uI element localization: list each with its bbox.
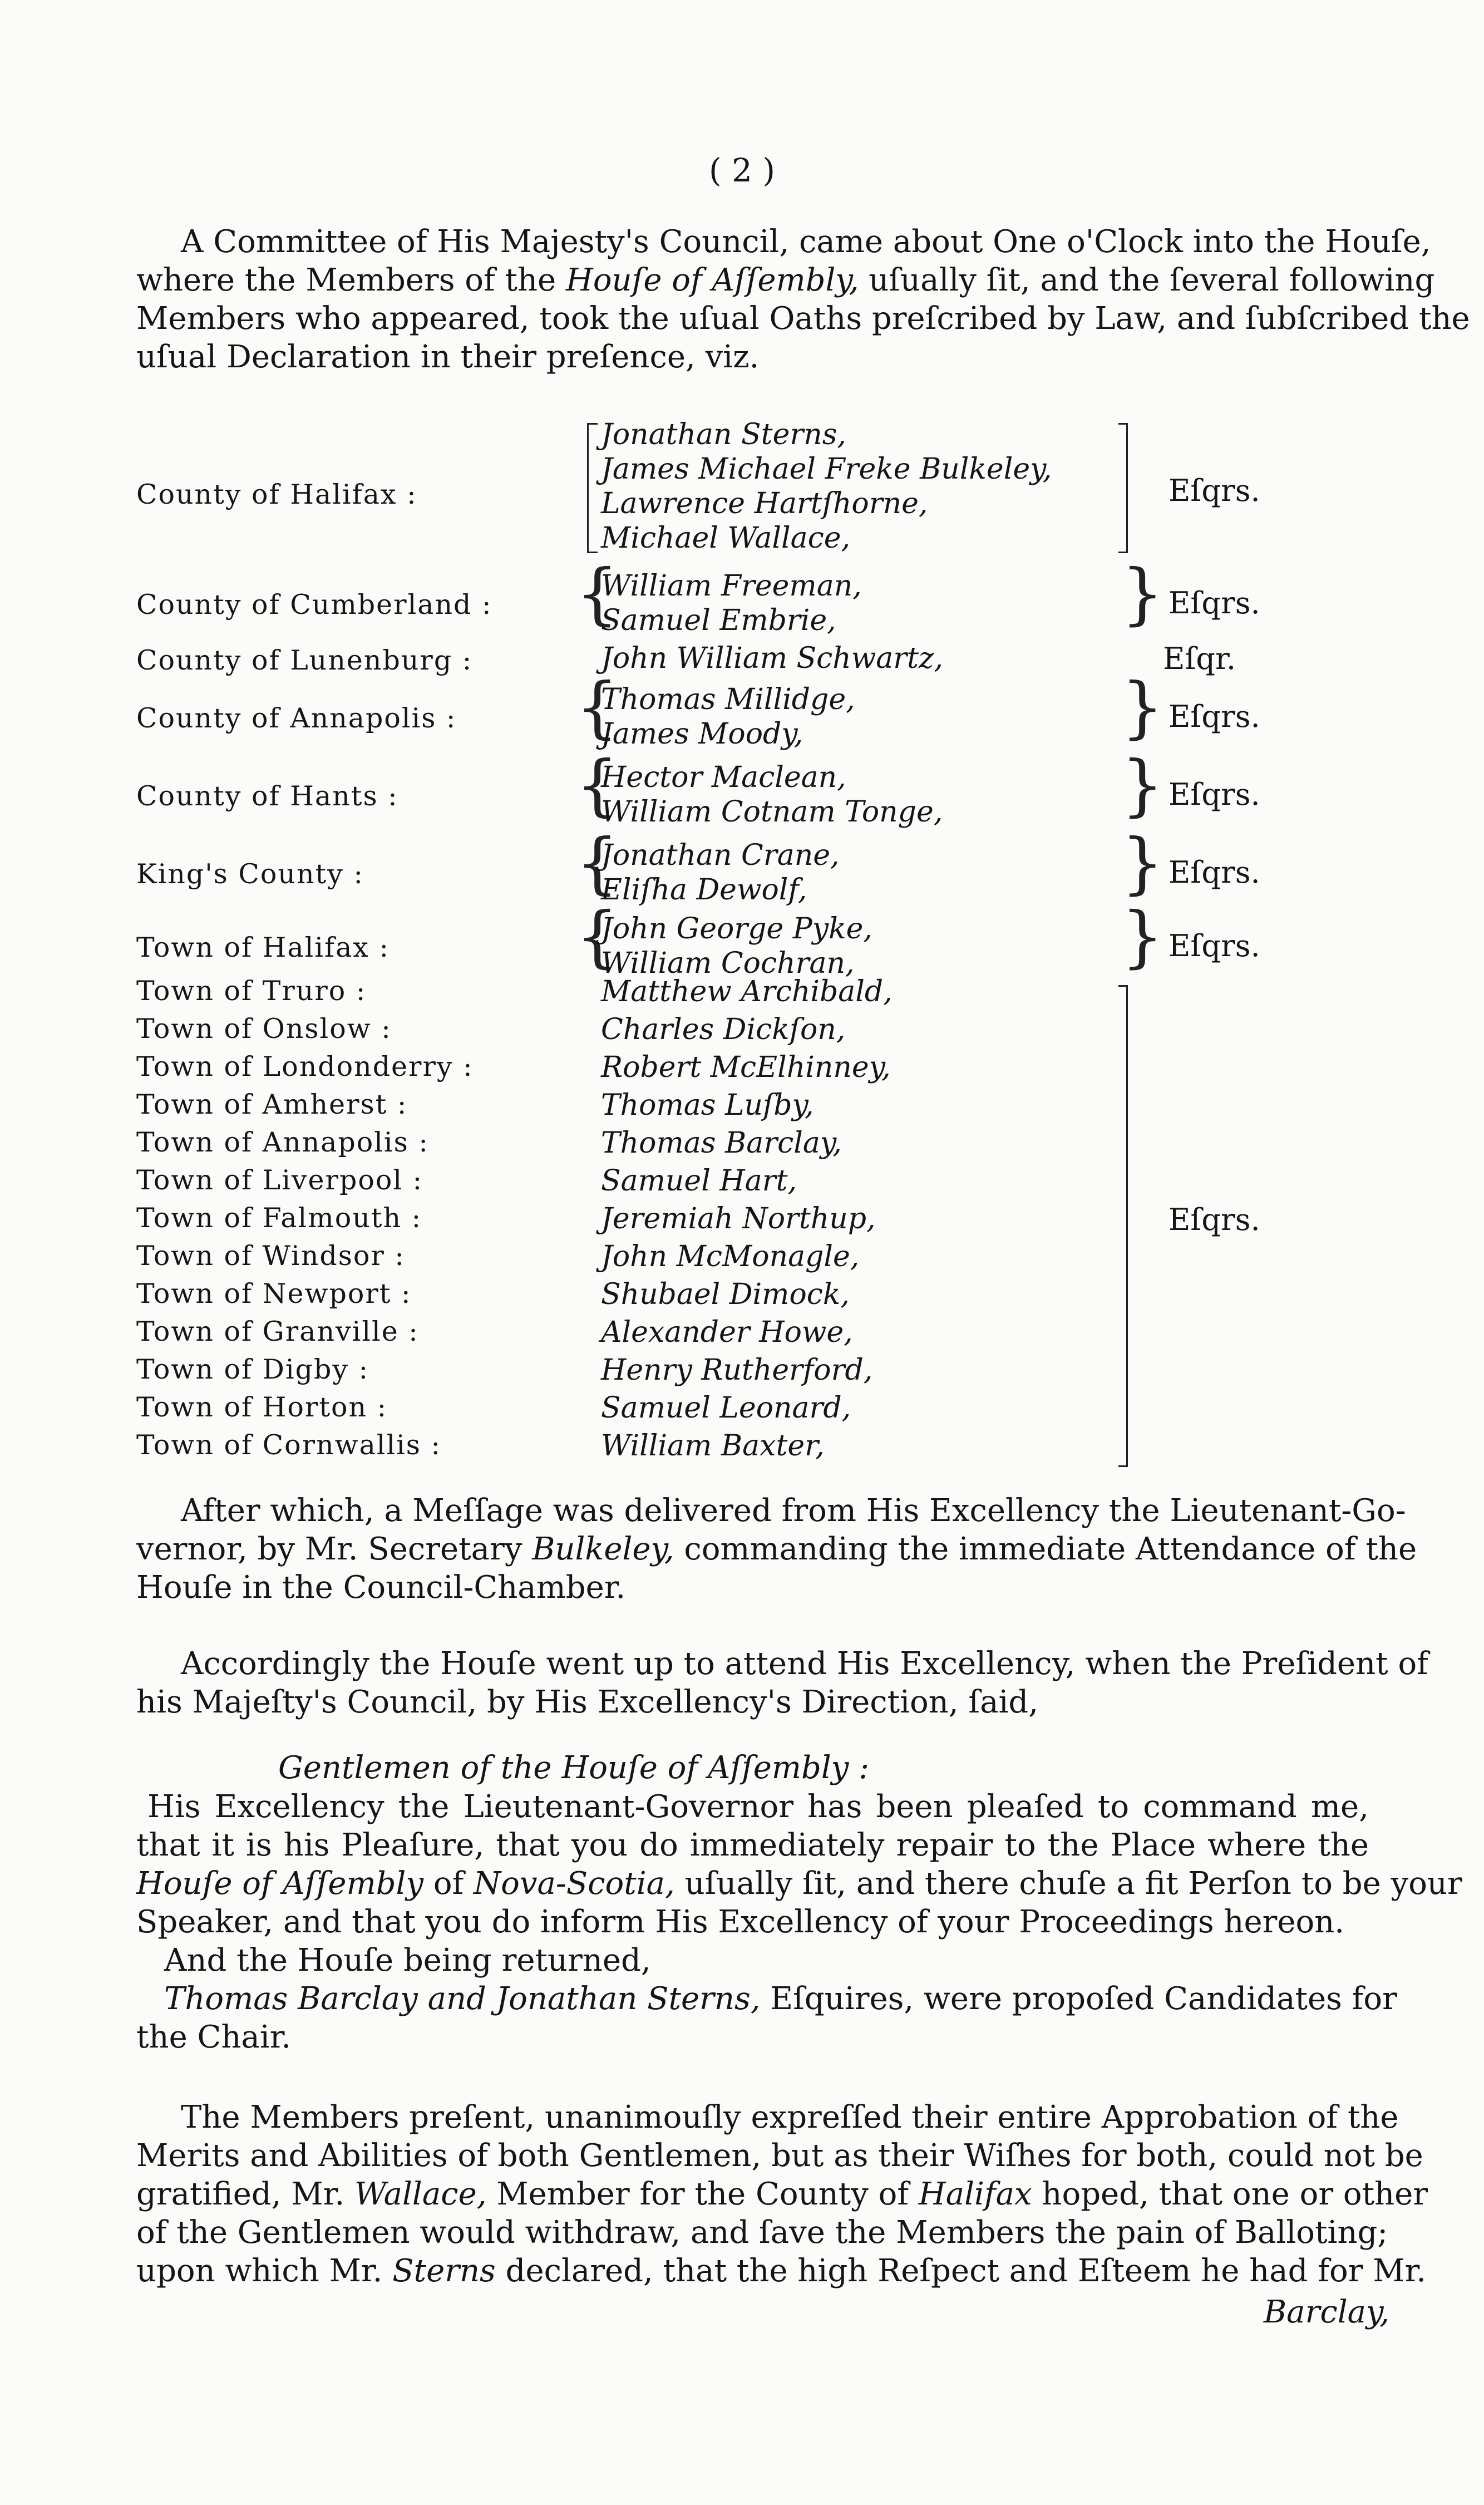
catchword: Barclay,	[1264, 2294, 1389, 2330]
intro-paragraph	[136, 223, 1470, 376]
town-row: Town of Cornwallis : William Baxter,	[136, 1429, 825, 1463]
text-line: The Members preſent, unanimouſly expreſſed their entire Approbation of the	[181, 2099, 1399, 2135]
right-brace: }	[1121, 555, 1164, 633]
town-row: Town of Truro : Matthew Archibald,	[136, 975, 893, 1008]
text-line: Accordingly the Houſe went up to attend His Excellency, when the Preſident of	[181, 1646, 1428, 1682]
town-row: Town of Newport : Shubael Dimock,	[136, 1278, 850, 1311]
text-line: where the Members of the Houſe of Aſſembly, uſually ſit, and the ſeveral following	[136, 262, 1435, 298]
text-line: Members who appeared, took the uſual Oaths preſcribed by Law, and ſubſcribed the	[136, 301, 1470, 337]
text-line: Speaker, and that you do inform His Excellency of your Proceedings hereon.	[136, 1904, 1345, 1940]
text-line: A Committee of His Majesty's Council, came about One o'Clock into the Houſe,	[181, 224, 1431, 260]
right-brace: }	[1121, 898, 1164, 976]
left-brace: {	[576, 669, 619, 746]
town-row: Town of Windsor : John McMonagle,	[136, 1240, 860, 1273]
text-line: his Majeſty's Council, by His Excellency's Direction, ſaid,	[136, 1684, 1039, 1720]
esquires-suffix: Eſqrs.	[1169, 777, 1260, 812]
left-brace: {	[576, 555, 619, 633]
town-row: Town of Horton : Samuel Leonard,	[136, 1391, 851, 1425]
member-names: Hector Maclean, William Cotnam Tonge,	[601, 761, 943, 829]
address-heading: Gentlemen of the Houſe of Aſſembly :	[278, 1750, 870, 1786]
right-brace: }	[1121, 669, 1164, 746]
left-brace	[587, 423, 598, 553]
text-line: uſual Declaration in their preſence, viz.	[136, 339, 760, 375]
text-line: After which, a Meſſage was delivered from His Excellency the Lieutenant-Go-	[181, 1493, 1406, 1529]
member-names: William Freeman, Samuel Embrie,	[601, 569, 862, 637]
message-paragraph	[136, 1492, 1417, 1607]
text-line: Houſe of Aſſembly of Nova-Scotia, uſually ſit, and there chuſe a fit Perſon to be your	[136, 1866, 1462, 1902]
town-row: Town of Falmouth : Jeremiah Northup,	[136, 1202, 876, 1236]
county-label: King's County :	[136, 858, 364, 890]
candidates-paragraph	[136, 1980, 1397, 2056]
member-names: John William Schwartz,	[601, 642, 943, 675]
county-label: County of Cumberland :	[136, 589, 492, 621]
text-line: upon which Mr. Sterns declared, that the high Reſpect and Eſteem he had for Mr.	[136, 2253, 1427, 2289]
members-paragraph	[136, 2098, 1428, 2290]
left-brace: {	[576, 747, 619, 824]
esquires-suffix: Eſqrs.	[1169, 473, 1260, 508]
left-brace: {	[576, 825, 619, 902]
town-row: Town of Liverpool : Samuel Hart,	[136, 1164, 797, 1198]
member-names: Jonathan Sterns, James Michael Freke Bulkeley, Lawrence Hartſhorne, Michael Wallace,	[601, 418, 1052, 555]
text-line: Merits and Abilities of both Gentlemen, but as their Wiſhes for both, could not be	[136, 2138, 1423, 2174]
esquires-suffix: Eſqrs.	[1169, 855, 1260, 890]
town-row: Town of Annapolis : Thomas Barclay,	[136, 1126, 842, 1160]
esquires-suffix: Eſqrs.	[1169, 1202, 1260, 1237]
county-label: County of Halifax :	[136, 479, 417, 510]
text-line: Houſe in the Council-Chamber.	[136, 1569, 626, 1606]
text-line: of the Gentlemen would withdraw, and ſave the Members the pain of Balloting;	[136, 2214, 1388, 2251]
county-label: County of Hants :	[136, 780, 398, 812]
town-row: Town of Onslow : Charles Dickſon,	[136, 1013, 846, 1046]
text-line: His Excellency the Lieutenant-Governor has been pleaſed to command me,	[147, 1789, 1369, 1825]
county-label: County of Lunenburg :	[136, 644, 473, 676]
text-line: gratified, Mr. Wallace, Member for the County of Halifax hoped, that one or other	[136, 2176, 1428, 2212]
town-row: Town of Digby : Henry Rutherford,	[136, 1354, 873, 1387]
town-row: Town of Granville : Alexander Howe,	[136, 1316, 853, 1349]
esquires-suffix: Eſqrs.	[1169, 699, 1260, 734]
town-row: Town of Amherst : Thomas Luſby,	[136, 1089, 814, 1122]
accordingly-paragraph	[136, 1645, 1428, 1721]
returned-paragraph	[136, 1941, 1369, 1980]
right-brace	[1118, 985, 1128, 1467]
member-names: John George Pyke, William Cochran,	[601, 912, 872, 980]
town-row: Town of Londonderry : Robert McElhinney,	[136, 1051, 891, 1084]
text-line: vernor, by Mr. Secretary Bulkeley, commanding the immediate Attendance of the	[136, 1531, 1417, 1567]
county-label: County of Annapolis :	[136, 702, 457, 734]
esquires-suffix: Eſqrs.	[1169, 585, 1260, 621]
right-brace: }	[1121, 747, 1164, 824]
right-brace	[1118, 423, 1128, 553]
county-label: Town of Halifax :	[136, 932, 390, 963]
right-brace: }	[1121, 825, 1164, 902]
left-brace: {	[576, 898, 619, 976]
member-names: Thomas Millidge, James Moody,	[601, 683, 855, 751]
text-line: the Chair.	[136, 2019, 292, 2055]
text-line: And the Houſe being returned,	[164, 1942, 651, 1979]
esquires-suffix: Eſqr.	[1163, 641, 1236, 676]
member-names: Jonathan Crane, Eliſha Dewolf,	[601, 839, 840, 907]
page-number: ( 2 )	[708, 151, 776, 189]
esquires-suffix: Eſqrs.	[1169, 928, 1260, 963]
text-line: that it is his Pleaſure, that you do immediately repair to the Place where the	[136, 1827, 1369, 1863]
speech-paragraph	[136, 1788, 1462, 1941]
text-line: Thomas Barclay and Jonathan Sterns, Eſquires, were propoſed Candidates for	[164, 1981, 1397, 2017]
